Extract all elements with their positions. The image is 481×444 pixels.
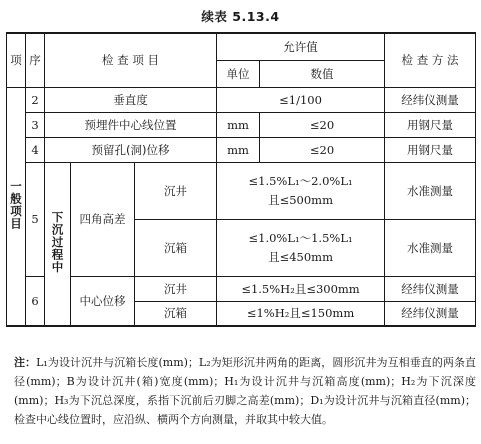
row-seq: 4	[26, 137, 45, 162]
row-unit: mm	[217, 137, 260, 162]
row-subitem: 沉箱	[135, 219, 217, 276]
row-subitem: 沉箱	[135, 301, 217, 326]
table-title: 续表 5.13.4	[201, 9, 280, 24]
group-label: 一般项目	[9, 179, 23, 230]
group-label-cell	[7, 87, 26, 326]
row-item: 四角高差	[71, 162, 135, 276]
header-allowance: 允许值	[217, 33, 385, 60]
row-value: ≤1/100	[217, 87, 385, 112]
row-seq: 6	[26, 276, 45, 326]
inspection-table	[6, 32, 476, 327]
value-line: 且≤450mm	[268, 249, 333, 264]
table-row	[7, 112, 476, 137]
row-method: 经纬仪测量	[385, 87, 476, 112]
row-subitem: 沉井	[135, 276, 217, 301]
row-subitem: 沉井	[135, 162, 217, 219]
row-item: 预埋件中心线位置	[45, 112, 217, 137]
row-item: 中心位移	[71, 276, 135, 326]
header-seq: 序	[26, 33, 45, 87]
row-seq: 5	[26, 162, 45, 276]
header-unit: 单位	[217, 60, 260, 87]
row-method: 用钢尺量	[385, 137, 476, 162]
row-method: 经纬仪测量	[385, 276, 476, 301]
row-method: 水准测量	[385, 162, 476, 219]
subgroup-label: 下沉过程中	[50, 211, 65, 274]
table-row	[7, 87, 476, 112]
subgroup-label-cell	[45, 162, 71, 326]
header-check-item: 检 查 项 目	[45, 33, 217, 87]
row-seq: 2	[26, 87, 45, 112]
header-method: 检 查 方 法	[385, 33, 476, 87]
row-item: 垂直度	[45, 87, 217, 112]
note-lead: 注：	[14, 356, 37, 369]
value-line: ≤1.0%L₁～1.5%L₁	[248, 230, 353, 245]
row-value	[217, 219, 385, 276]
row-method: 经纬仪测量	[385, 301, 476, 326]
value-line: ≤1.5%L₁～2.0%L₁	[248, 173, 353, 188]
row-value: ≤20	[260, 137, 385, 162]
row-item: 预留孔(洞)位移	[45, 137, 217, 162]
value-line: 且≤500mm	[268, 192, 333, 207]
table-row	[7, 276, 476, 301]
row-unit: mm	[217, 112, 260, 137]
row-method: 用钢尺量	[385, 112, 476, 137]
table-row	[7, 162, 476, 219]
header-value: 数值	[260, 60, 385, 87]
row-value: ≤20	[260, 112, 385, 137]
table-row	[7, 137, 476, 162]
row-value	[217, 162, 385, 219]
header-item: 项	[7, 33, 26, 87]
note-text: L₁为设计沉井与沉箱长度(mm)；L₂为矩形沉井两角的距离，圆形沉井为互相垂直的两条直径(mm)；B为设计沉井(箱)宽度(mm)；H₁为设计沉井与沉箱高度(mm)；H₂为下沉深度(mm)；H₃为下沉总深度，系指下沉前后刃脚之高差(mm)；D₁为设计沉井与沉箱直径(mm)；检查中心线位置时，应沿纵、横两个方向测量，并取其中较大值。	[14, 356, 477, 426]
row-value: ≤1%H₂且≤150mm	[217, 301, 385, 326]
row-method: 水准测量	[385, 219, 476, 276]
row-seq: 3	[26, 112, 45, 137]
row-value: ≤1.5%H₂且≤300mm	[217, 276, 385, 301]
table-note	[14, 353, 476, 429]
